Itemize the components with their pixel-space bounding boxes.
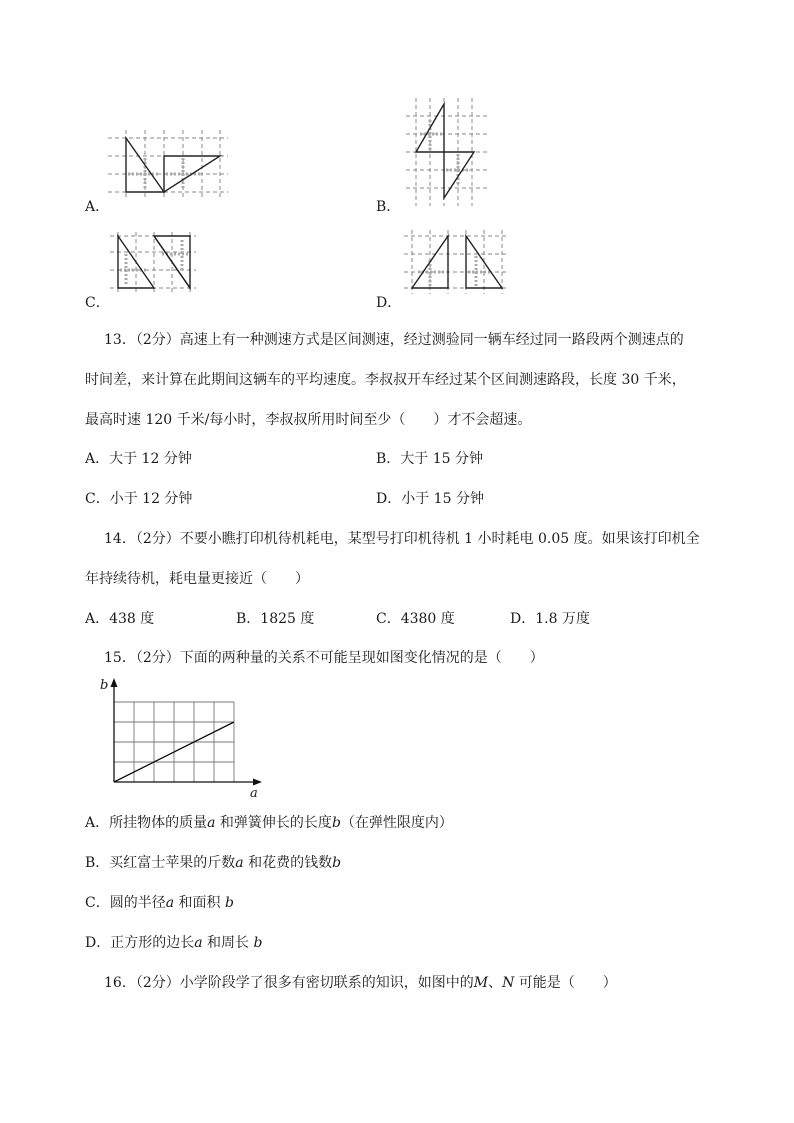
q15-option-c-var-b: b — [224, 895, 234, 911]
q15-option-a-pre: A．所挂物体的质量 — [85, 815, 208, 831]
q13-option-d[interactable]: D．小于 15 分钟 — [376, 491, 484, 507]
q15-option-a[interactable] — [85, 813, 453, 833]
q12-option-b-figure[interactable] — [406, 98, 496, 208]
q13-option-b[interactable]: B．大于 15 分钟 — [376, 451, 484, 467]
q15-option-a-var-b: b — [331, 815, 341, 831]
q15-option-b-var-b: b — [332, 855, 342, 871]
q16-sep: 、 — [488, 975, 503, 991]
q14-line-2: 年持续待机，耗电量更接近（ ） — [85, 571, 309, 587]
q15-axes — [111, 678, 263, 786]
q15-option-c-mid: 和面积 — [174, 895, 225, 911]
q15-option-a-post: （在弹性限度内） — [340, 815, 453, 831]
q16-line-1 — [104, 973, 617, 993]
q15-y-arrow — [111, 678, 118, 687]
q15-option-b-var-a: a — [235, 855, 244, 871]
q12-option-a-label[interactable]: A． — [85, 199, 110, 215]
q15-option-b-mid: 和花费的钱数 — [243, 855, 333, 871]
q14-option-b[interactable]: B．1825 度 — [236, 611, 315, 627]
q14-option-a[interactable]: A．438 度 — [85, 611, 155, 627]
q16-post: 可能是（ ） — [514, 975, 617, 991]
q15-option-b[interactable] — [85, 853, 341, 873]
q15-grid — [114, 702, 234, 782]
q16-var-n: N — [502, 975, 515, 991]
q15-axis-b-label: b — [100, 678, 109, 693]
q15-option-a-mid: 和弹簧伸长的长度 — [215, 815, 332, 831]
q16-var-m: M — [473, 975, 489, 991]
q15-option-d-mid: 和周长 — [202, 935, 254, 951]
q15-option-d-var-a: a — [194, 935, 203, 951]
q15-option-d-var-b: b — [253, 935, 263, 951]
q12-option-b-label[interactable]: B． — [376, 199, 401, 215]
q12-option-a-figure[interactable] — [108, 128, 238, 204]
q13-option-a[interactable]: A．大于 12 分钟 — [85, 451, 192, 467]
q16-pre: 16．（2分）小学阶段学了很多有密切联系的知识，如图中的 — [104, 975, 474, 991]
q12-option-d-label[interactable]: D． — [376, 295, 402, 311]
q13-line-2: 时间差，来计算在此期间这辆车的平均速度。李叔叔开车经过某个区间测速路段，长度 30 千米， — [85, 372, 686, 388]
q15-option-d[interactable] — [85, 933, 262, 953]
q13-line-3: 最高时速 120 千米/每小时，李叔叔所用时间至少（ ）才不会超速。 — [85, 412, 532, 428]
q15-option-a-var-a: a — [207, 815, 216, 831]
q12-option-c-label[interactable]: C． — [85, 295, 110, 311]
q15-option-c-pre: C．圆的半径 — [85, 895, 166, 911]
q12-option-d-figure[interactable] — [404, 230, 514, 296]
q15-option-d-pre: D．正方形的边长 — [85, 935, 195, 951]
q14-line-1: 14．（2分）不要小瞧打印机待机耗电，某型号打印机待机 1 小时耗电 0.05 度。如果该打印机全 — [104, 531, 700, 547]
q14-option-c[interactable]: C．4380 度 — [376, 611, 455, 627]
q15-graph — [96, 678, 268, 804]
q12-option-c-figure[interactable] — [110, 232, 200, 294]
q15-axis-a-label: a — [250, 786, 258, 801]
q15-x-arrow — [253, 779, 262, 786]
q14-option-d[interactable]: D．1.8 万度 — [510, 611, 590, 627]
q15-option-b-pre: B．买红富士苹果的斤数 — [85, 855, 236, 871]
q15-line-1: 15．（2分）下面的两种量的关系不可能呈现如图变化情况的是（ ） — [104, 650, 544, 666]
q15-option-c-var-a: a — [165, 895, 175, 911]
q13-option-c[interactable]: C．小于 12 分钟 — [85, 491, 193, 507]
q13-line-1: 13．（2分）高速上有一种测速方式是区间测速，经过测验同一辆车经过同一路段两个测速点的 — [104, 332, 684, 348]
q15-option-c[interactable] — [85, 893, 234, 913]
